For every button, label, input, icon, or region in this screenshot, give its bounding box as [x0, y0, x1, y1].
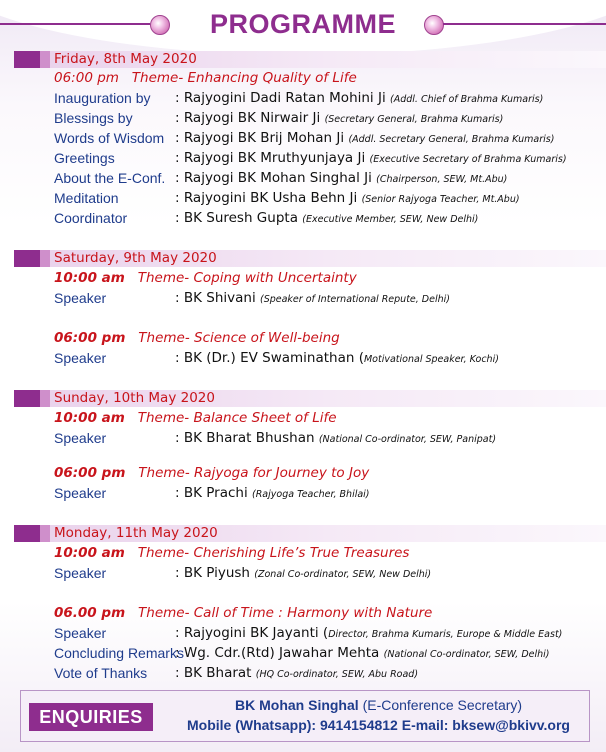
person-name: : Rajyogi BK Nirwair Ji (Secretary General, Brahma Kumaris)	[175, 110, 504, 126]
day-header-saturday	[14, 250, 606, 267]
person-name: : Wg. Cdr.(Rtd) Jawahar Mehta (National Co-ordinator, SEW, Delhi)	[175, 645, 550, 661]
role-label: Inauguration by	[54, 90, 151, 106]
person-name: : Rajyogi BK Mruthyunjaya Ji (Executive Secretary of Brahma Kumaris)	[175, 150, 567, 166]
person-name: : Rajyogini Dadi Ratan Mohini Ji (Addl. Chief of Brahma Kumaris)	[175, 90, 544, 106]
program-row	[54, 210, 602, 230]
role-label: Greetings	[54, 150, 115, 166]
title-left-rule	[0, 23, 150, 25]
day-header-monday	[14, 525, 606, 542]
role-label: Meditation	[54, 190, 119, 206]
session-theme: 06:00 pm Theme- Science of Well-being	[54, 330, 340, 346]
person-name: : BK Bharat (HQ Co-ordinator, SEW, Abu Road)	[175, 665, 419, 681]
program-row	[54, 485, 602, 505]
program-row	[54, 190, 602, 210]
title-row	[0, 8, 606, 44]
day-header-sunday	[14, 390, 606, 407]
session-theme: 10:00 am Theme- Cherishing Life’s True Treasures	[54, 545, 410, 561]
person-name: : BK Shivani (Speaker of International Repute, Delhi)	[175, 290, 450, 306]
title-left-ornament-icon	[150, 15, 170, 35]
day-date: Sunday, 10th May 2020	[54, 390, 215, 406]
role-label: Speaker	[54, 565, 107, 581]
role-label: Speaker	[54, 625, 107, 641]
day-date: Monday, 11th May 2020	[54, 525, 218, 541]
session-theme: 10:00 am Theme- Balance Sheet of Life	[54, 410, 337, 426]
role-label: Speaker	[54, 430, 107, 446]
program-row	[54, 130, 602, 150]
program-row	[54, 150, 602, 170]
day-date: Saturday, 9th May 2020	[54, 250, 217, 266]
role-label: About the E-Conf.	[54, 170, 166, 186]
person-name: : Rajyogini BK Jayanti (Director, Brahma Kumaris, Europe & Middle East)	[175, 625, 563, 641]
program-row	[54, 170, 602, 190]
role-label: Coordinator	[54, 210, 128, 226]
role-label: Concluding Remarks	[54, 645, 184, 661]
role-label: Speaker	[54, 290, 107, 306]
person-name: : Rajyogini BK Usha Behn Ji (Senior Rajyoga Teacher, Mt.Abu)	[175, 190, 520, 206]
contact-name-line: BK Mohan Singhal (E-Conference Secretary)	[235, 697, 523, 713]
person-name: : Rajyogi BK Mohan Singhal Ji (Chairperson, SEW, Mt.Abu)	[175, 170, 508, 186]
program-row	[54, 290, 602, 310]
contact-details-line: Mobile (Whatsapp): 9414154812 E-mail: bksew@bkivv.org	[187, 717, 570, 733]
day-header-friday	[14, 51, 606, 68]
program-row	[54, 625, 602, 645]
program-row	[54, 565, 602, 585]
title-right-rule	[443, 23, 606, 25]
role-label: Vote of Thanks	[54, 665, 148, 681]
enquiries-label: ENQUIRIES	[29, 703, 153, 731]
day-date: Friday, 8th May 2020	[54, 51, 197, 67]
role-label: Speaker	[54, 485, 107, 501]
program-row	[54, 430, 602, 450]
session-theme: 10:00 am Theme- Coping with Uncertainty	[54, 270, 357, 286]
session-theme: 06:00 pm Theme- Enhancing Quality of Life	[54, 70, 357, 86]
person-name: : Rajyogi BK Brij Mohan Ji (Addl. Secretary General, Brahma Kumaris)	[175, 130, 555, 146]
program-row	[54, 90, 602, 110]
program-row	[54, 665, 602, 685]
session-theme: 06.00 pm Theme- Call of Time : Harmony with Nature	[54, 605, 433, 621]
person-name: : BK (Dr.) EV Swaminathan (Motivational Speaker, Kochi)	[175, 350, 499, 366]
role-label: Speaker	[54, 350, 107, 366]
program-row	[54, 350, 602, 370]
title-right-ornament-icon	[424, 15, 444, 35]
person-name: : BK Piyush (Zonal Co-ordinator, SEW, New Delhi)	[175, 565, 432, 581]
person-name: : BK Prachi (Rajyoga Teacher, Bhilai)	[175, 485, 370, 501]
enquiries-footer	[20, 690, 590, 742]
program-row	[54, 110, 602, 130]
role-label: Blessings by	[54, 110, 133, 126]
program-row	[54, 645, 602, 665]
role-label: Words of Wisdom	[54, 130, 165, 146]
session-theme: 06:00 pm Theme- Rajyoga for Journey to Joy	[54, 465, 370, 481]
person-name: : BK Bharat Bhushan (National Co-ordinator, SEW, Panipat)	[175, 430, 497, 446]
person-name: : BK Suresh Gupta (Executive Member, SEW, New Delhi)	[175, 210, 479, 226]
page-title: PROGRAMME	[210, 9, 396, 39]
